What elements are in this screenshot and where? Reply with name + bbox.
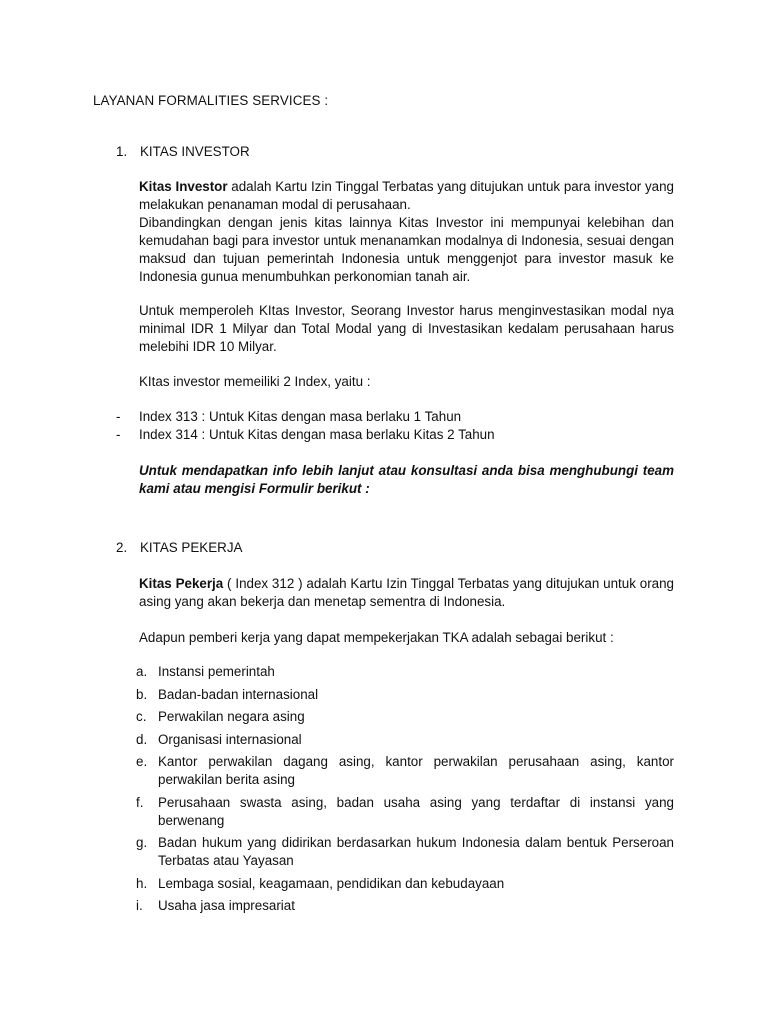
list-marker: a. bbox=[136, 664, 148, 679]
list-marker: c. bbox=[136, 709, 147, 724]
kitas-investor-requirements bbox=[139, 302, 674, 356]
document-title: LAYANAN FORMALITIES SERVICES : bbox=[93, 93, 329, 108]
section-number: 1. bbox=[116, 144, 128, 159]
intro-text: adalah Kartu Izin Tinggal Terbatas yang ditujukan untuk para investor yang melakukan penanaman modal di perusahaan. bbox=[139, 179, 674, 212]
list-item-text: Perwakilan negara asing bbox=[158, 709, 305, 724]
list-item-text: Index 313 : Untuk Kitas dengan masa berlaku 1 Tahun bbox=[139, 409, 462, 424]
section-heading-kitas-pekerja bbox=[116, 539, 242, 557]
list-item bbox=[136, 686, 674, 704]
contact-note-text: Untuk mendapatkan info lebih lanjut atau konsultasi anda bisa menghubungi team kami atau mengisi Formulir berikut : bbox=[139, 463, 674, 496]
term-kitas-investor: Kitas Investor bbox=[139, 179, 228, 194]
list-marker: e. bbox=[136, 754, 148, 769]
list-item bbox=[136, 875, 674, 893]
kitas-investor-index-intro bbox=[139, 373, 674, 391]
list-item-text: Badan-badan internasional bbox=[158, 686, 319, 702]
employers-intro bbox=[139, 629, 674, 647]
section-title: KITAS PEKERJA bbox=[140, 540, 243, 555]
term-kitas-pekerja: Kitas Pekerja bbox=[139, 576, 224, 591]
list-dash: - bbox=[116, 409, 121, 424]
kitas-investor-advantages: Dibandingkan dengan jenis kitas lainnya Kitas Investor ini mempunyai kelebihan dan kemudahan bagi para investor untuk menanamkan modalnya di Indonesia, sesuai dengan maksud dan tujuan pemerintah Indonesia untuk menggenjot para investor masuk ke Indonesia gunua menumbuhkan perkonomian tanah air. bbox=[139, 215, 674, 284]
list-item-text: Usaha jasa impresariat bbox=[158, 898, 295, 913]
employer-list bbox=[136, 663, 674, 920]
kitas-investor-intro bbox=[139, 178, 674, 214]
list-item-text: Lembaga sosial, keagamaan, pendidikan dan kebudayaan bbox=[158, 875, 505, 891]
list-item bbox=[136, 708, 674, 726]
list-item bbox=[136, 753, 674, 789]
employers-intro-text: Adapun pemberi kerja yang dapat mempekerjakan TKA adalah sebagai berikut : bbox=[139, 630, 614, 645]
section-title: KITAS INVESTOR bbox=[140, 144, 250, 159]
list-item-text: Organisasi internasional bbox=[158, 731, 302, 747]
list-item bbox=[136, 897, 674, 915]
section-heading-kitas-investor bbox=[116, 143, 250, 161]
list-marker: i. bbox=[136, 898, 143, 913]
section-number: 2. bbox=[116, 540, 128, 555]
list-item-text: Index 314 : Untuk Kitas dengan masa berlaku Kitas 2 Tahun bbox=[139, 427, 495, 442]
list-item bbox=[136, 794, 674, 830]
list-marker: b. bbox=[136, 686, 148, 702]
list-item-text: Instansi pemerintah bbox=[158, 664, 275, 679]
list-item-text: Perusahaan swasta asing, badan usaha asing yang terdaftar di instansi yang berwenang bbox=[158, 794, 674, 828]
contact-note bbox=[139, 462, 674, 498]
kitas-pekerja-description bbox=[139, 575, 674, 611]
list-marker: g. bbox=[136, 835, 148, 850]
list-item bbox=[116, 408, 676, 426]
index-list bbox=[116, 408, 676, 444]
kitas-pekerja-intro bbox=[139, 575, 674, 611]
list-item bbox=[136, 834, 674, 870]
list-marker: h. bbox=[136, 875, 148, 891]
list-item bbox=[136, 731, 674, 749]
list-dash: - bbox=[116, 427, 121, 442]
requirements-paragraph: Untuk memperoleh KItas Investor, Seorang Investor harus menginvestasikan modal nya minimal IDR 1 Milyar dan Total Modal yang di Investasikan kedalam perusahaan harus melebihi IDR 10 Milyar. bbox=[139, 303, 674, 354]
list-marker: f. bbox=[136, 794, 144, 810]
intro-text: ( Index 312 ) adalah Kartu Izin Tinggal Terbatas yang ditujukan untuk orang asing yang akan bekerja dan menetap sementra di Indonesia. bbox=[139, 576, 674, 609]
list-item-text: Badan hukum yang didirikan berdasarkan hukum Indonesia dalam bentuk Perseroan Terbatas atau Yayasan bbox=[158, 835, 674, 868]
list-item bbox=[136, 663, 674, 681]
list-item-text: Kantor perwakilan dagang asing, kantor perwakilan perusahaan asing, kantor perwakilan berita asing bbox=[158, 754, 674, 787]
index-intro-text: KItas investor memeiliki 2 Index, yaitu : bbox=[139, 374, 371, 389]
list-marker: d. bbox=[136, 731, 148, 747]
kitas-investor-description bbox=[139, 178, 674, 286]
list-item bbox=[116, 426, 676, 444]
